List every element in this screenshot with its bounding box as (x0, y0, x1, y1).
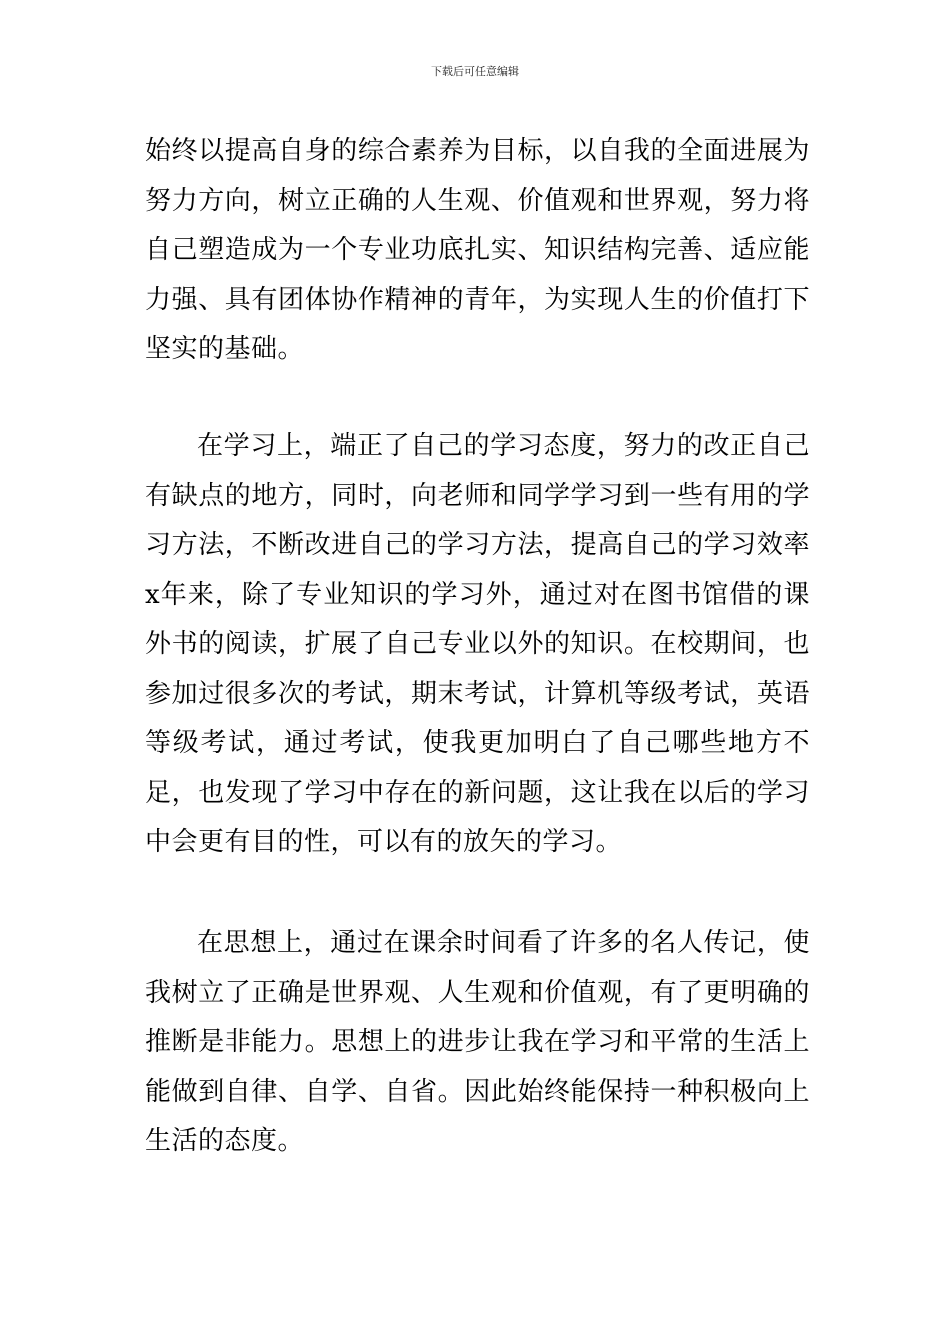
paragraph-thought: 在思想上，通过在课余时间看了许多的名人传记，使我树立了正确是世界观、人生观和价值观，有了更明确的推断是非能力。思想上的进步让我在学习和平常的生活上能做到自律、自学、自省。因此始终能保持一种积极向上生活的态度。 (145, 928, 810, 1156)
page-header: 下载后可任意编辑 (431, 65, 519, 78)
paragraph-block-3 (145, 919, 810, 1167)
paragraph-goals: 始终以提高自身的综合素养为目标，以自我的全面进展为努力方向，树立正确的人生观、价值观和世界观，努力将自己塑造成为一个专业功底扎实、知识结构完善、适应能力强、具有团体协作精神的青年，为实现人生的价值打下坚实的基础。 (145, 136, 810, 364)
paragraph-block-1 (145, 127, 810, 375)
paragraph-block-2 (145, 422, 810, 868)
paragraph-study: 在学习上，端正了自己的学习态度，努力的改正自己有缺点的地方，同时，向老师和同学学习到一些有用的学习方法，不断改进自己的学习方法，提高自己的学习效率x年来，除了专业知识的学习外，通过对在图书馆借的课外书的阅读，扩展了自己专业以外的知识。在校期间，也参加过很多次的考试，期末考试，计算机等级考试，英语等级考试，通过考试，使我更加明白了自己哪些地方不足，也发现了学习中存在的新问题，这让我在以后的学习中会更有目的性，可以有的放矢的学习。 (145, 431, 810, 857)
